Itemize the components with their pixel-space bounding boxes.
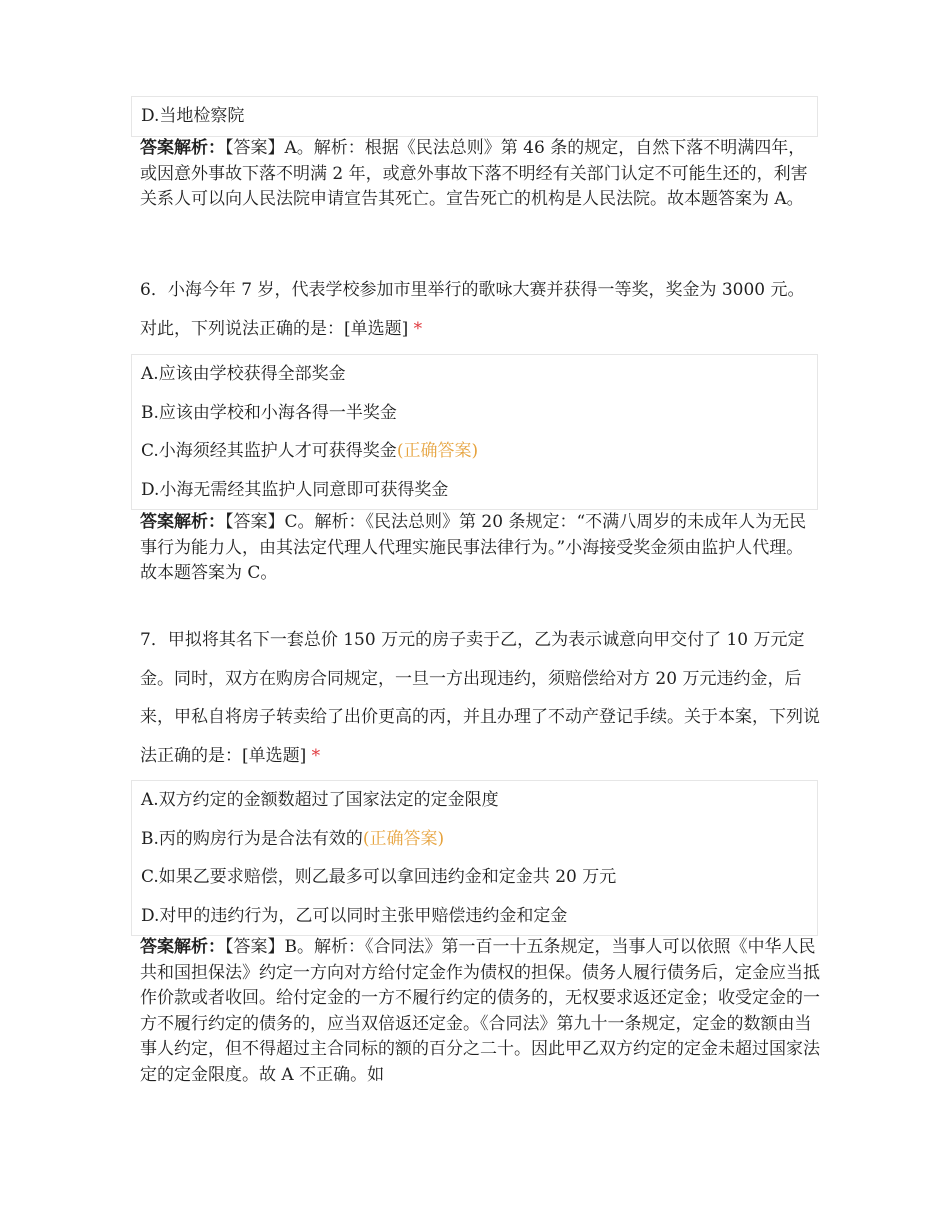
q6-analysis	[140, 510, 820, 587]
q6-option-b[interactable]: B.应该由学校和小海各得一半奖金	[141, 402, 397, 423]
q7-analysis-text: 【答案】B。解析：《合同法》第一百一十五条规定，当事人可以依照《中华人民共和国担保法》约定一方向对方给付定金作为债权的担保。债务人履行债务后，定金应当抵作价款或者收回。给付定金的一方不履行约定的债务的，无权要求返还定金；收受定金的一方不履行约定的债务的，应当双倍返还定金。《合同法》第九十一条规定，定金的数额由当事人约定，但不得超过主合同标的额的百分之二十。因此甲乙双方约定的定金未超过国家法定的定金限度。故 A 不正确。如	[140, 937, 820, 1085]
q6-correct-tag: (正确答案)	[396, 441, 479, 461]
q6-option-c-text: C.小海须经其监护人才可获得奖金	[141, 441, 397, 461]
q5-options	[131, 96, 818, 137]
q7-option-d[interactable]: D.对甲的违约行为，乙可以同时主张甲赔偿违约金和定金	[141, 905, 568, 926]
q6-required-mark: *	[413, 318, 423, 339]
q7-analysis-label: 答案解析：	[140, 937, 225, 957]
q6-analysis-label: 答案解析：	[140, 512, 225, 532]
q7-correct-tag: (正确答案)	[362, 828, 445, 849]
q7-option-a[interactable]: A.双方约定的金额数超过了国家法定的定金限度	[141, 790, 499, 810]
q7-question	[140, 621, 820, 775]
q7-analysis	[140, 935, 820, 1088]
q5-option-d[interactable]: D.当地检察院	[141, 106, 245, 126]
q6-option-d[interactable]: D.小海无需经其监护人同意即可获得奖金	[141, 479, 449, 500]
q7-required-mark: *	[311, 745, 321, 766]
q7-option-b-text: B.丙的购房行为是合法有效的	[141, 828, 363, 849]
q6-options	[131, 354, 818, 510]
q6-option-c[interactable]	[132, 432, 817, 471]
q6-option-a[interactable]: A.应该由学校获得全部奖金	[141, 364, 346, 384]
q6-question-text: 6．小海今年 7 岁，代表学校参加市里举行的歌咏大赛并获得一等奖，奖金为 3000 元。对此，下列说法正确的是：[单选题]	[140, 280, 805, 339]
q5-analysis-text: 【答案】A。解析：根据《民法总则》第 46 条的规定，自然下落不明满四年，或因意外事故下落不明满 2 年，或意外事故下落不明经有关部门认定不可能生还的，利害关系人可以向人民法院申请宣告其死亡。宣告死亡的机构是人民法院。故本题答案为 A。	[140, 138, 808, 209]
q5-analysis-label: 答案解析：	[140, 138, 225, 158]
q6-analysis-text: 【答案】C。解析：《民法总则》第 20 条规定：“不满八周岁的未成年人为无民事行为能力人，由其法定代理人代理实施民事法律行为。”小海接受奖金须由监护人代理。故本题答案为 C。	[140, 512, 807, 583]
q7-options	[131, 780, 818, 936]
q7-question-text: 7．甲拟将其名下一套总价 150 万元的房子卖于乙，乙为表示诚意向甲交付了 10 万元定金。同时，双方在购房合同规定，一旦一方出现违约，须赔偿给对方 20 万元违约金，后来，甲私自将房子转卖给了出价更高的丙，并且办理了不动产登记手续。关于本案，下列说法正确的是：[单选题]	[140, 630, 820, 766]
q5-analysis	[140, 136, 820, 213]
q7-option-c[interactable]: C.如果乙要求赔偿，则乙最多可以拿回违约金和定金共 20 万元	[141, 867, 617, 887]
q7-option-b[interactable]	[132, 820, 817, 859]
q6-question	[140, 271, 820, 348]
